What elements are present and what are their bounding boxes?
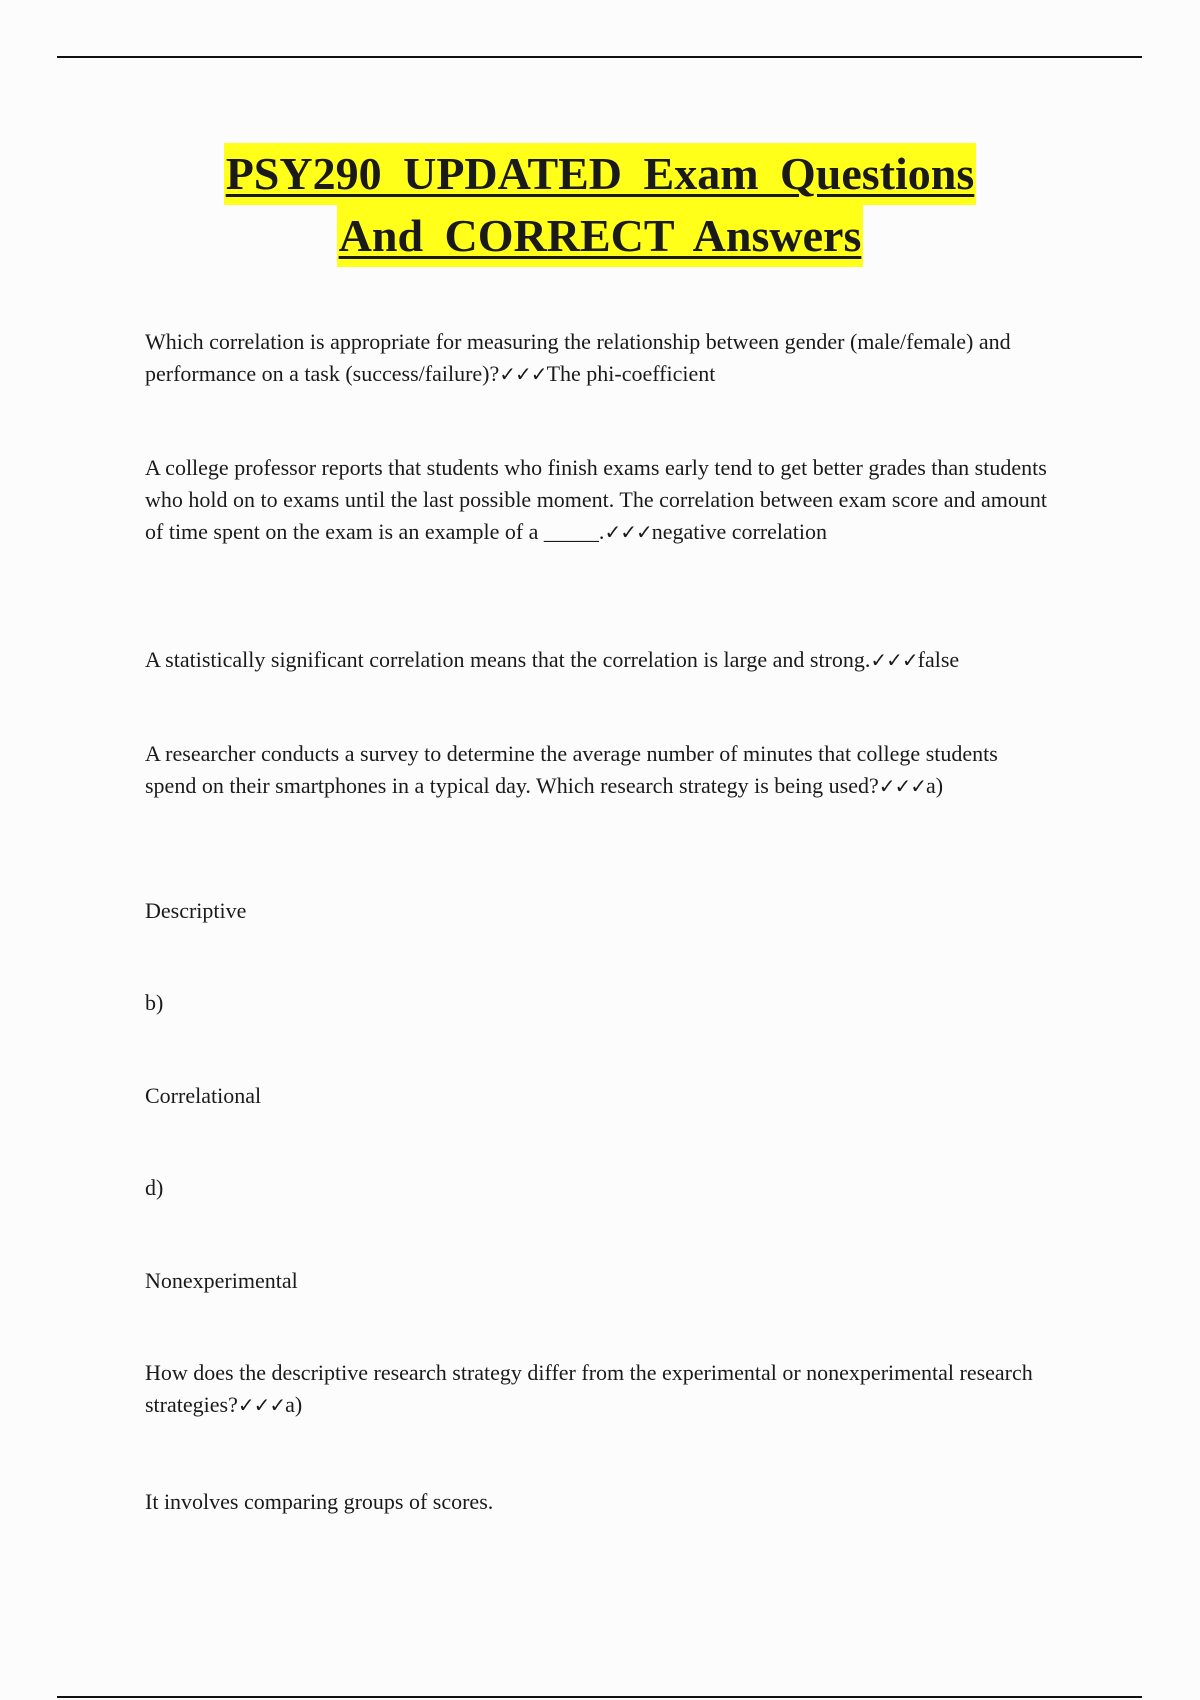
qa-item-4 (145, 738, 1005, 802)
qa-item-2 (145, 452, 1065, 548)
question-text: A college professor reports that students who finish exams early tend to get better grades than students who hold on to exams until the last possible moment. The correlation between exam score and amount of time spent on the exam is an example of a _____. (145, 455, 1047, 544)
answer-text: false (917, 647, 960, 672)
qa-item-3 (145, 644, 1105, 676)
option-text: It involves comparing groups of scores. (145, 1489, 494, 1514)
answer-text: a) (285, 1392, 303, 1417)
title-line-2: And CORRECT Answers (337, 205, 864, 267)
check-mark-icon: ✓✓✓ (878, 774, 927, 798)
option-text: Descriptive (145, 898, 247, 923)
question-text: A researcher conducts a survey to determine the average number of minutes that college students spend on their smartphones in a typical day. Which research strategy is being used? (145, 741, 998, 798)
answer-text: a) (926, 773, 944, 798)
check-mark-icon: ✓✓✓ (237, 1393, 286, 1417)
check-mark-icon: ✓✓✓ (604, 520, 652, 544)
answer-text: The phi-coefficient (546, 361, 716, 386)
question-text: A statistically significant correlation means that the correlation is large and strong. (145, 647, 871, 672)
answer-text: negative correlation (651, 519, 828, 544)
question-text: Which correlation is appropriate for measuring the relationship between gender (male/female) and performance on a task (success/failure)? (145, 329, 1011, 386)
check-mark-icon: ✓✓✓ (499, 362, 547, 386)
option-text: Correlational (145, 1083, 262, 1108)
qa-item-1 (145, 326, 1065, 390)
check-mark-icon: ✓✓✓ (870, 648, 918, 672)
top-rule (57, 56, 1142, 58)
option-label: d) (145, 1175, 164, 1200)
option-label: b) (145, 990, 164, 1015)
document-title (0, 143, 1200, 267)
qa-item-5 (145, 1357, 1075, 1421)
question-text: How does the descriptive research strategy differ from the experimental or nonexperimental research strategies? (145, 1360, 1033, 1417)
title-line-1: PSY290 UPDATED Exam Questions (224, 143, 977, 205)
bottom-rule (57, 1696, 1142, 1698)
option-text: Nonexperimental (145, 1268, 298, 1293)
